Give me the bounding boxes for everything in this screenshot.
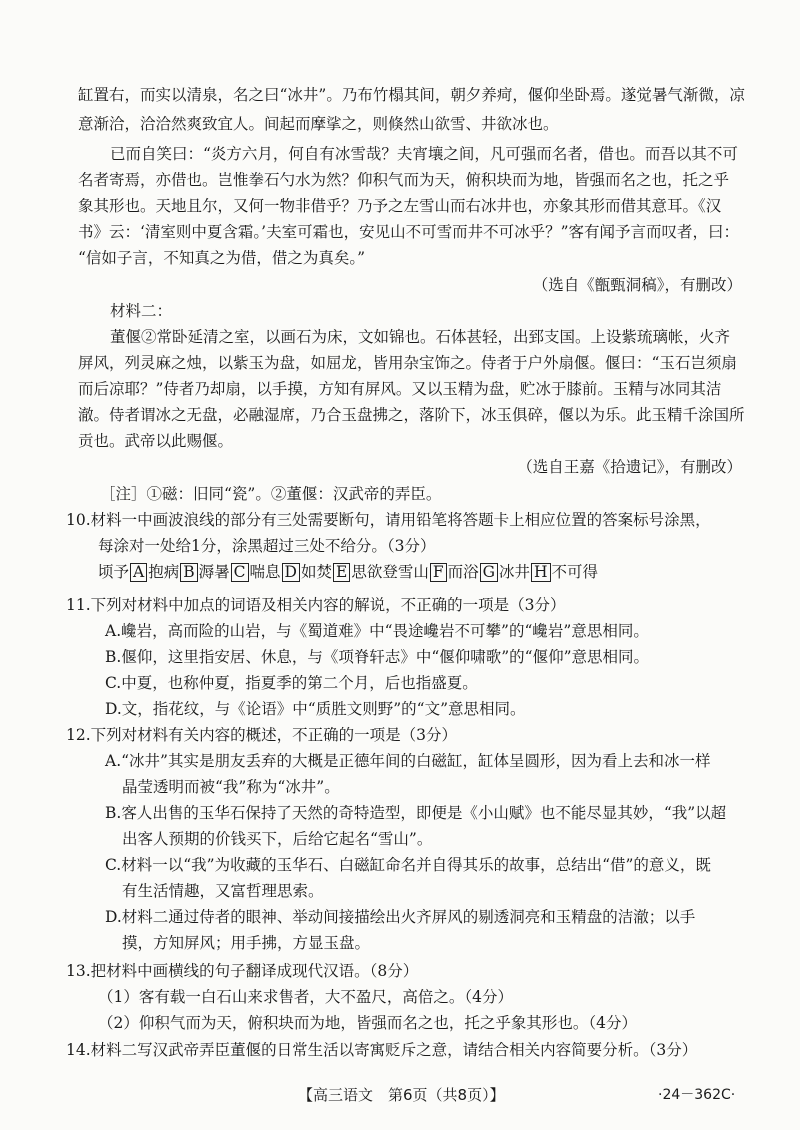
material1-line: 书》云：‘清室则中夏含霜。’夫室可霜也，安见山不可雪而井不可冰乎？”客有闻予言而叹者，曰： bbox=[78, 223, 740, 241]
material1-line: 象其形也。天地且尔，又何一物非借乎？乃予之左雪山而右冰井也，亦象其形而借其意耳。《汉 bbox=[78, 197, 722, 215]
material2-line: 董偃②常卧延清之室，以画石为床，文如锦也。石体甚轻，出郅支国。上设紫琉璃帐，火齐 bbox=[110, 328, 731, 346]
answer-box[interactable]: H bbox=[531, 563, 551, 582]
segment: 不可得 bbox=[551, 563, 599, 581]
segment: 抱病 bbox=[148, 563, 180, 581]
q12-option-a: A.“冰井”其实是朋友丢弃的大概是正德年间的白磁缸，缸体呈圆形，因为看上去和冰一样 bbox=[105, 752, 711, 770]
q11-stem: 11.下列对材料中加点的词语及相关内容的解说，不正确的一项是（3分） bbox=[66, 596, 566, 614]
segment: 溽暑 bbox=[198, 563, 230, 581]
q12-stem: 12.下列对材料有关内容的概述，不正确的一项是（3分） bbox=[66, 726, 458, 744]
material2-line: 屏风，列灵麻之烛，以紫玉为盘，如屈龙，皆用杂宝饰之。侍者于户外扇偃。偃曰：“玉石岂须扇 bbox=[78, 354, 737, 372]
footer-page-info: 【高三语文 第6页（共8页）】 bbox=[298, 1086, 505, 1104]
q12-option-c-cont: 有生活情趣，又富哲理思索。 bbox=[122, 882, 324, 900]
material2-line: 贡也。武帝以此赐偃。 bbox=[78, 432, 234, 450]
segment: 喘息 bbox=[249, 563, 281, 581]
segment: 而浴 bbox=[447, 563, 479, 581]
q11-option-b: B.偃仰，这里指安居、休息，与《项脊轩志》中“偃仰啸歌”的“偃仰”意思相同。 bbox=[105, 648, 650, 666]
material1-line: 已而自笑曰：“炎方六月，何自有冰雪哉？夫宵壤之间，凡可强而名者，借也。而吾以其不可 bbox=[110, 145, 738, 163]
q11-option-d: D.文，指花纹，与《论语》中“质胜文则野”的“文”意思相同。 bbox=[105, 700, 526, 718]
answer-box[interactable]: B bbox=[180, 563, 197, 582]
segment: 冰井 bbox=[499, 563, 531, 581]
answer-box[interactable]: A bbox=[130, 563, 147, 582]
q10-stem: 10.材料一中画波浪线的部分有三处需要断句，请用铅笔将答题卡上相应位置的答案标号涂黑， bbox=[66, 511, 711, 529]
q12-option-d: D.材料二通过侍者的眼神、举动间接描绘出火齐屏风的剔透洞亮和玉精盘的洁澈；以手 bbox=[105, 908, 696, 926]
answer-box[interactable]: E bbox=[333, 563, 350, 582]
q14-stem: 14.材料二写汉武帝弄臣董偃的日常生活以寄寓贬斥之意，请结合相关内容简要分析。（3分） bbox=[66, 1041, 698, 1059]
q12-option-b-cont: 出客人预期的价钱买下，后给它起名“雪山”。 bbox=[122, 830, 433, 848]
material1-line: 名者寄焉，亦借也。岂惟拳石勺水为然？仰积气而为天，俯积块而为地，皆强而名之也，托之乎 bbox=[78, 171, 730, 189]
material1-source: （选自《甑甄洞稿》，有删改） bbox=[532, 276, 742, 294]
q13-stem: 13.把材料中画横线的句子翻译成现代汉语。（8分） bbox=[66, 962, 419, 980]
q10-stem: 每涂对一处给1分，涂黑超过三处不给分。（3分） bbox=[98, 537, 436, 555]
material1-line: “信如子言，不知真之为借，借之为真矣。” bbox=[78, 249, 366, 267]
answer-box[interactable]: G bbox=[480, 563, 498, 582]
material2-source: （选自王嘉《拾遗记》，有删改） bbox=[517, 458, 742, 476]
segment: 思欲登雪山 bbox=[351, 563, 429, 581]
answer-box[interactable]: F bbox=[430, 563, 447, 582]
q13-item-1: （1）客有载一白石山来求售者，大不盈尺，高倍之。（4分） bbox=[98, 988, 513, 1006]
footer-code: ·24－362C· bbox=[658, 1087, 736, 1103]
segment: 如焚 bbox=[300, 563, 332, 581]
q11-option-a: A.巉岩，高而险的山岩，与《蜀道难》中“畏途巉岩不可攀”的“巉岩”意思相同。 bbox=[105, 622, 649, 640]
q10-segmentation bbox=[98, 562, 598, 582]
q12-option-d-cont: 摸，方知屏风；用手拂，方显玉盘。 bbox=[122, 934, 371, 952]
material1-line: 缸置右，而实以清泉，名之曰“冰井”。乃布竹榻其间，朝夕养疴，偃仰坐卧焉。遂觉暑气渐微，凉 bbox=[78, 86, 745, 104]
q12-option-b: B.客人出售的玉华石保持了天然的奇特造型，即便是《小山赋》也不能尽显其妙，“我”以超 bbox=[105, 804, 727, 822]
q13-item-2: （2）仰积气而为天，俯积块而为地，皆强而名之也，托之乎象其形也。（4分） bbox=[98, 1014, 637, 1032]
q11-option-c: C.中夏，也称仲夏，指夏季的第二个月，后也指盛夏。 bbox=[105, 674, 478, 692]
answer-box[interactable]: D bbox=[282, 563, 300, 582]
answer-box[interactable]: C bbox=[231, 563, 249, 582]
segment: 顷予 bbox=[98, 563, 130, 581]
material2-line: 澈。侍者谓冰之无盘，必融湿席，乃合玉盘拂之，落阶下，冰玉俱碎，偃以为乐。此玉精千涂国所 bbox=[78, 406, 745, 424]
material1-line: 意渐洽，洽洽然爽致宜人。间起而摩挲之，则倏然山欲雪、井欲冰也。 bbox=[78, 115, 559, 133]
q12-option-a-cont: 晶莹透明而被“我”称为“冰井”。 bbox=[122, 778, 340, 796]
q12-option-c: C.材料一以“我”为收藏的玉华石、白磁缸命名并自得其乐的故事，总结出“借”的意义，既 bbox=[105, 856, 711, 874]
material2-heading: 材料二： bbox=[110, 302, 173, 320]
material2-line: 而后凉耶？”侍者乃却扇，以手摸，方知有屏风。又以玉精为盘，贮冰于膝前。玉精与冰同其洁 bbox=[78, 380, 722, 398]
footnote: ［注］①磁：旧同“瓷”。②董偃：汉武帝的弄臣。 bbox=[100, 485, 442, 503]
